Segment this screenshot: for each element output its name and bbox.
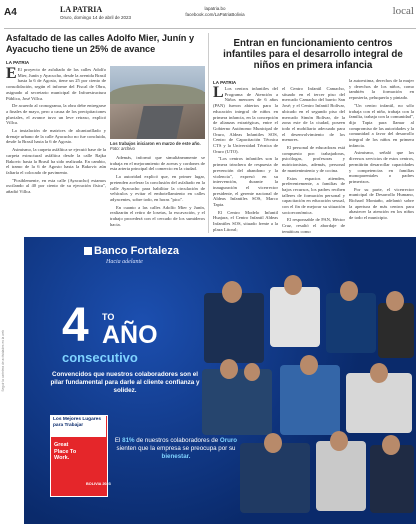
story2-paragraph: "Los centros infantiles son la primera trinchera de respuesta de prevención del abandono y la violencia", expresó en su intervención, durante la inauguración el vicerrector presidente, el gerente nacional de Aldeas Infantiles SOS, Marco Tapia. xyxy=(213,156,278,208)
story2-paragraph: El personal de educadoras está compuesto por: trabajadoras, psicólogas, profesoras y nutricionistas, además, personal de mantenimiento y de cocina. xyxy=(282,145,345,173)
ad-percent: 81% xyxy=(122,437,135,444)
story2-paragraph: El Centro Modelo Infantil Huajara, el Centro Infantil Aldeas Infantiles SOS, situado frente a la plaza Litoral; xyxy=(213,209,278,232)
ad-highlight: bienestar. xyxy=(161,453,191,460)
story1-paragraph: De acuerdo al cronograma, la obra debe entregarse a finales de mayo, pero a causa de los precipitaciones pluviales, el avance tuvo un leve retraso, explicó Villca. xyxy=(6,103,106,126)
story1-paragraph: Asimismo, la carpeta asfáltica se ejecutó base de la carpeta estructural asfáltica desde la calle Rajka Bakovic hasta la Brasil ha sido realizada. En cambio, el tramo de la 6 de Agosto hasta la Bakovic aún faltaría el colocado de pavimento. xyxy=(6,147,107,175)
header-divider xyxy=(4,28,416,29)
story1-headline: Asfaltado de las calles Adolfo Mier, Junín y Ayacucho tiene un 25% de avance xyxy=(6,33,195,54)
story2-paragraph: el Centro Infantil Camacho, situado en el tercer piso del mercado Camacho del barrio San José; y el Centro Infantil Bolívar, ubicado en el segundo piso del mercado Simón Bolívar, de la zona este de la ciudad, poseen todo el mobiliario adecuado para el desenvolvimiento de los menores. xyxy=(282,86,345,143)
staff-photo-collage xyxy=(200,273,416,518)
story2-kicker: LA PATRIA xyxy=(213,80,237,85)
ad-brand-name: Banco Fortaleza xyxy=(94,245,179,257)
column-divider xyxy=(208,33,209,233)
drop-cap: L xyxy=(213,84,224,101)
story2-paragraph: Estos espacios atienden, preferentemente, a familias de bajos recursos, los padres reciben talleres de formación personal y capacitación en educación sexual, con el fin de mejorar su situación socioeconómica. xyxy=(282,175,345,215)
story1-paragraph: La autoridad explicó que, en primer lugar, pretenden acelerar la conclusión del asfaltado en la calle Ayacucho para habilitar la circulación de vehículos y evitar el embotellamiento en calles adyacentes, sobre todo, en horas "pico". xyxy=(110,174,205,202)
story2-paragraph: Asimismo, señaló que los diversos servicios de estos centros, permitirán desarrollar capacidades y competencias en familias monoparentales o padres primerizos. xyxy=(349,150,414,184)
story1-caption: Los trabajos iniciaron en marzo de este año. Foto: archivo xyxy=(110,141,201,152)
gptw-badge-text: Great Place To Work. xyxy=(54,442,77,461)
story1-paragraph: "Posiblemente, en esta calle (Ayacucho) estamos oscilando al 40 por ciento de su ejecución física", añadió Villca. xyxy=(6,177,106,195)
page-number: A4 xyxy=(4,7,17,18)
story1-photo xyxy=(110,66,205,139)
story2-paragraph: Por su parte, el vicerrector municipal de Desarrollo Humano, Richard Montaño, adelantó sobre la apertura de más centros para abastecer la atención en los niños de todo el municipio. xyxy=(349,186,414,221)
gptw-title: Los Mejores Lugares para Trabajar xyxy=(53,417,101,428)
story1-paragraph: En cuanto a las calles Adolfo Mier y Junín, realizarán el retiro de losetas, la excavación, y el trabajo procederá con el cercado de los sumideros hacia. xyxy=(110,204,205,227)
story2-paragraph: la autoestima, derechos de la mujer y derechos de los niños, como también la formación en repostería, peluquería y pintado. xyxy=(349,78,414,101)
story1-paragraph: Además, informó que simultáneamente se trabaja en el mejoramiento de aceras y cordones de esta arteria principal del comercio en la ciudad. xyxy=(110,155,205,172)
story2-paragraph: "Un centro infantil, no sólo trabaja con el niño, trabaja con la familia, trabaja con la comunidad", dijo Tapia para llamar al compromiso de las autoridades y la comunidad a favor del desarrollo integral de los niños en primera infancia. xyxy=(349,102,414,148)
ad-slogan: Hacia adelante xyxy=(106,259,143,265)
social-link-web: lapatria.bo xyxy=(204,6,226,11)
photo-credit: Foto: archivo xyxy=(110,146,135,152)
social-links xyxy=(185,6,245,18)
story1-paragraph: E El proyecto de asfaltado de las calles Adolfo Mier, Junín y Ayacucho, desde la avenida Brasil hasta la 6 de Agosto, tiene un 25 por ciento de consolidación, según el informe del Fiscal de Obra, asignado al secretario municipal de Infraestructura Pública, José Villca. xyxy=(6,65,106,101)
story2-paragraph: El responsable de PAN, Héctor Cruz, resaltó el abordaje de temáticas como xyxy=(282,217,345,234)
ad-number: 4 xyxy=(62,299,89,352)
ad-message: Convencidos que nuestros colaboradores son el pilar fundamental para darle al cliente confianza y solidez. xyxy=(50,371,200,394)
story2-column-2 xyxy=(282,86,345,235)
story2-headline: Entran en funcionamiento centros infantiles para el desarrollo integral de niños en primera infancia xyxy=(223,38,403,71)
gptw-country: BOLIVIA 2023 xyxy=(86,482,111,486)
section-name: local xyxy=(392,5,414,17)
drop-cap: E xyxy=(6,65,17,82)
story2-paragraph: L Los centros infantiles del Programa de Atención a Niños menores de 6 años (PAN) fueron abiertos para la educación integral de niños en primera infancia, en la concepción de alianzas estratégicas, entre el Gobierno Autónomo Municipal de Oruro, Aldeas Infantiles SOS, Centro de Capacitación Técnica CTS y la Universidad Técnica de Oruro (UTO). xyxy=(213,84,278,154)
story1-column-2 xyxy=(110,155,205,227)
ad-city: Oruro xyxy=(219,437,238,444)
story2-column-3 xyxy=(349,78,414,221)
story1-kicker: LA PATRIA xyxy=(6,60,30,65)
story1-paragraph: La instalación de matrices de alcantarillado y drenaje urbano de la calle Ayacucho no fue concluida, desde la Brasil hasta la 6 de Agosto. xyxy=(6,128,106,145)
ad-year-word: AÑO xyxy=(102,321,158,349)
story1-column-1 xyxy=(6,67,106,195)
side-note: Seguir la cartelera de actividades en la web xyxy=(1,330,5,392)
gptw-title-box xyxy=(50,415,106,437)
ad-stat-text: El 81% de nuestros colaboradores de Oruro sienten que la empresa se preocupa por su bienestar. xyxy=(114,437,238,460)
ad-consecutive: consecutivo xyxy=(62,350,138,365)
issue-date: Oruro, domingo 14 de abril de 2023 xyxy=(60,15,132,20)
story2-column-1 xyxy=(213,86,278,233)
ad-ordinal: TO xyxy=(102,312,115,322)
bank-advertisement xyxy=(24,237,416,524)
social-link-facebook: facebook.com/LaPatriaBolivia xyxy=(185,12,245,17)
bank-logo-icon xyxy=(84,247,92,255)
page-header xyxy=(0,0,420,30)
newspaper-logo: LA PATRIA xyxy=(60,5,103,14)
